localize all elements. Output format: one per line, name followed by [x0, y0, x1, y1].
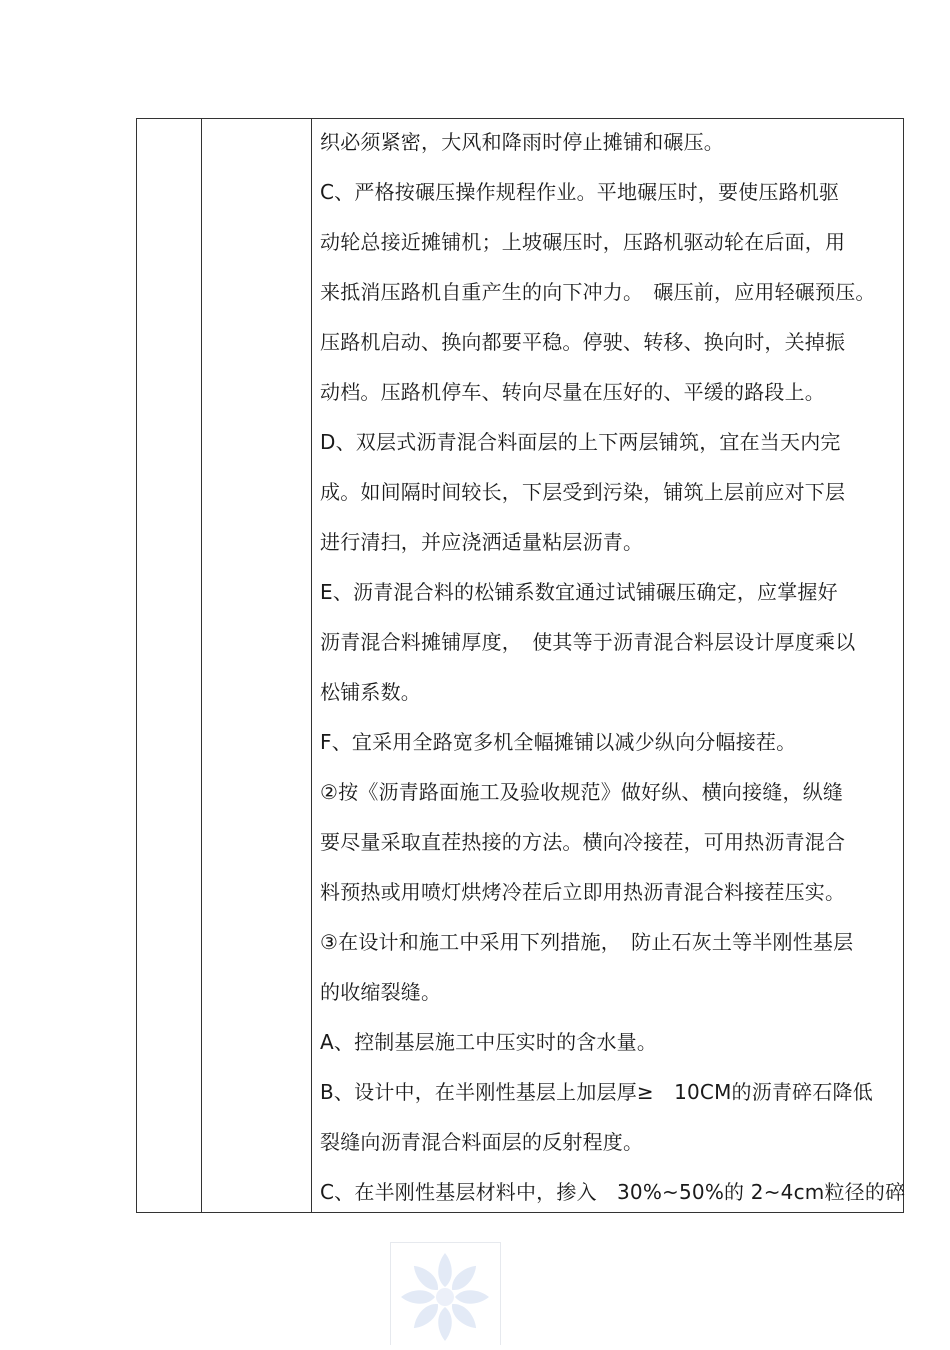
text-line: 来抵消压路机自重产生的向下冲力。 碾压前，应用轻碾预压。	[320, 280, 876, 304]
text-line: 动轮总接近摊铺机；上坡碾压时，压路机驱动轮在后面，用	[320, 230, 846, 254]
text-line: ③在设计和施工中采用下列措施， 防止石灰土等半刚性基层	[320, 930, 854, 954]
text-line: 裂缝向沥青混合料面层的反射程度。	[320, 1130, 644, 1154]
text-line: ②按《沥青路面施工及验收规范》做好纵、横向接缝，纵缝	[320, 780, 844, 804]
text-line: 料预热或用喷灯烘烤冷茬后立即用热沥青混合料接茬压实。	[320, 880, 846, 904]
text-line: 织必须紧密，大风和降雨时停止摊铺和碾压。	[320, 130, 724, 154]
text-line: C、严格按碾压操作规程作业。平地碾压时，要使压路机驱	[320, 180, 840, 204]
column-divider	[201, 119, 202, 1212]
text-line: D、双层式沥青混合料面层的上下两层铺筑，宜在当天内完	[320, 430, 841, 454]
text-line: A、控制基层施工中压实时的含水量。	[320, 1030, 658, 1054]
text-line: 松铺系数。	[320, 680, 421, 704]
text-line: 压路机启动、换向都要平稳。停驶、转移、换向时，关掉振	[320, 330, 846, 354]
text-line: 沥青混合料摊铺厚度， 使其等于沥青混合料层设计厚度乘以	[320, 630, 856, 654]
text-line: C、在半刚性基层材料中，掺入 30%~50%的 2~4cm粒径的碎	[320, 1180, 906, 1204]
text-line: F、宜采用全路宽多机全幅摊铺以减少纵向分幅接茬。	[320, 730, 797, 754]
text-line: 的收缩裂缝。	[320, 980, 442, 1004]
text-line: 动档。压路机停车、转向尽量在压好的、平缓的路段上。	[320, 380, 825, 404]
watermark-logo	[390, 1242, 501, 1345]
snowflake-watermark-icon	[391, 1243, 500, 1346]
text-line: E、沥青混合料的松铺系数宜通过试铺碾压确定，应掌握好	[320, 580, 838, 604]
text-line: 要尽量采取直茬热接的方法。横向冷接茬，可用热沥青混合	[320, 830, 846, 854]
text-line: B、设计中，在半刚性基层上加层厚≥ 10CM的沥青碎石降低	[320, 1080, 873, 1104]
text-line: 成。如间隔时间较长，下层受到污染，铺筑上层前应对下层	[320, 480, 846, 504]
text-line: 进行清扫，并应浇洒适量粘层沥青。	[320, 530, 644, 554]
column-divider	[311, 119, 312, 1212]
